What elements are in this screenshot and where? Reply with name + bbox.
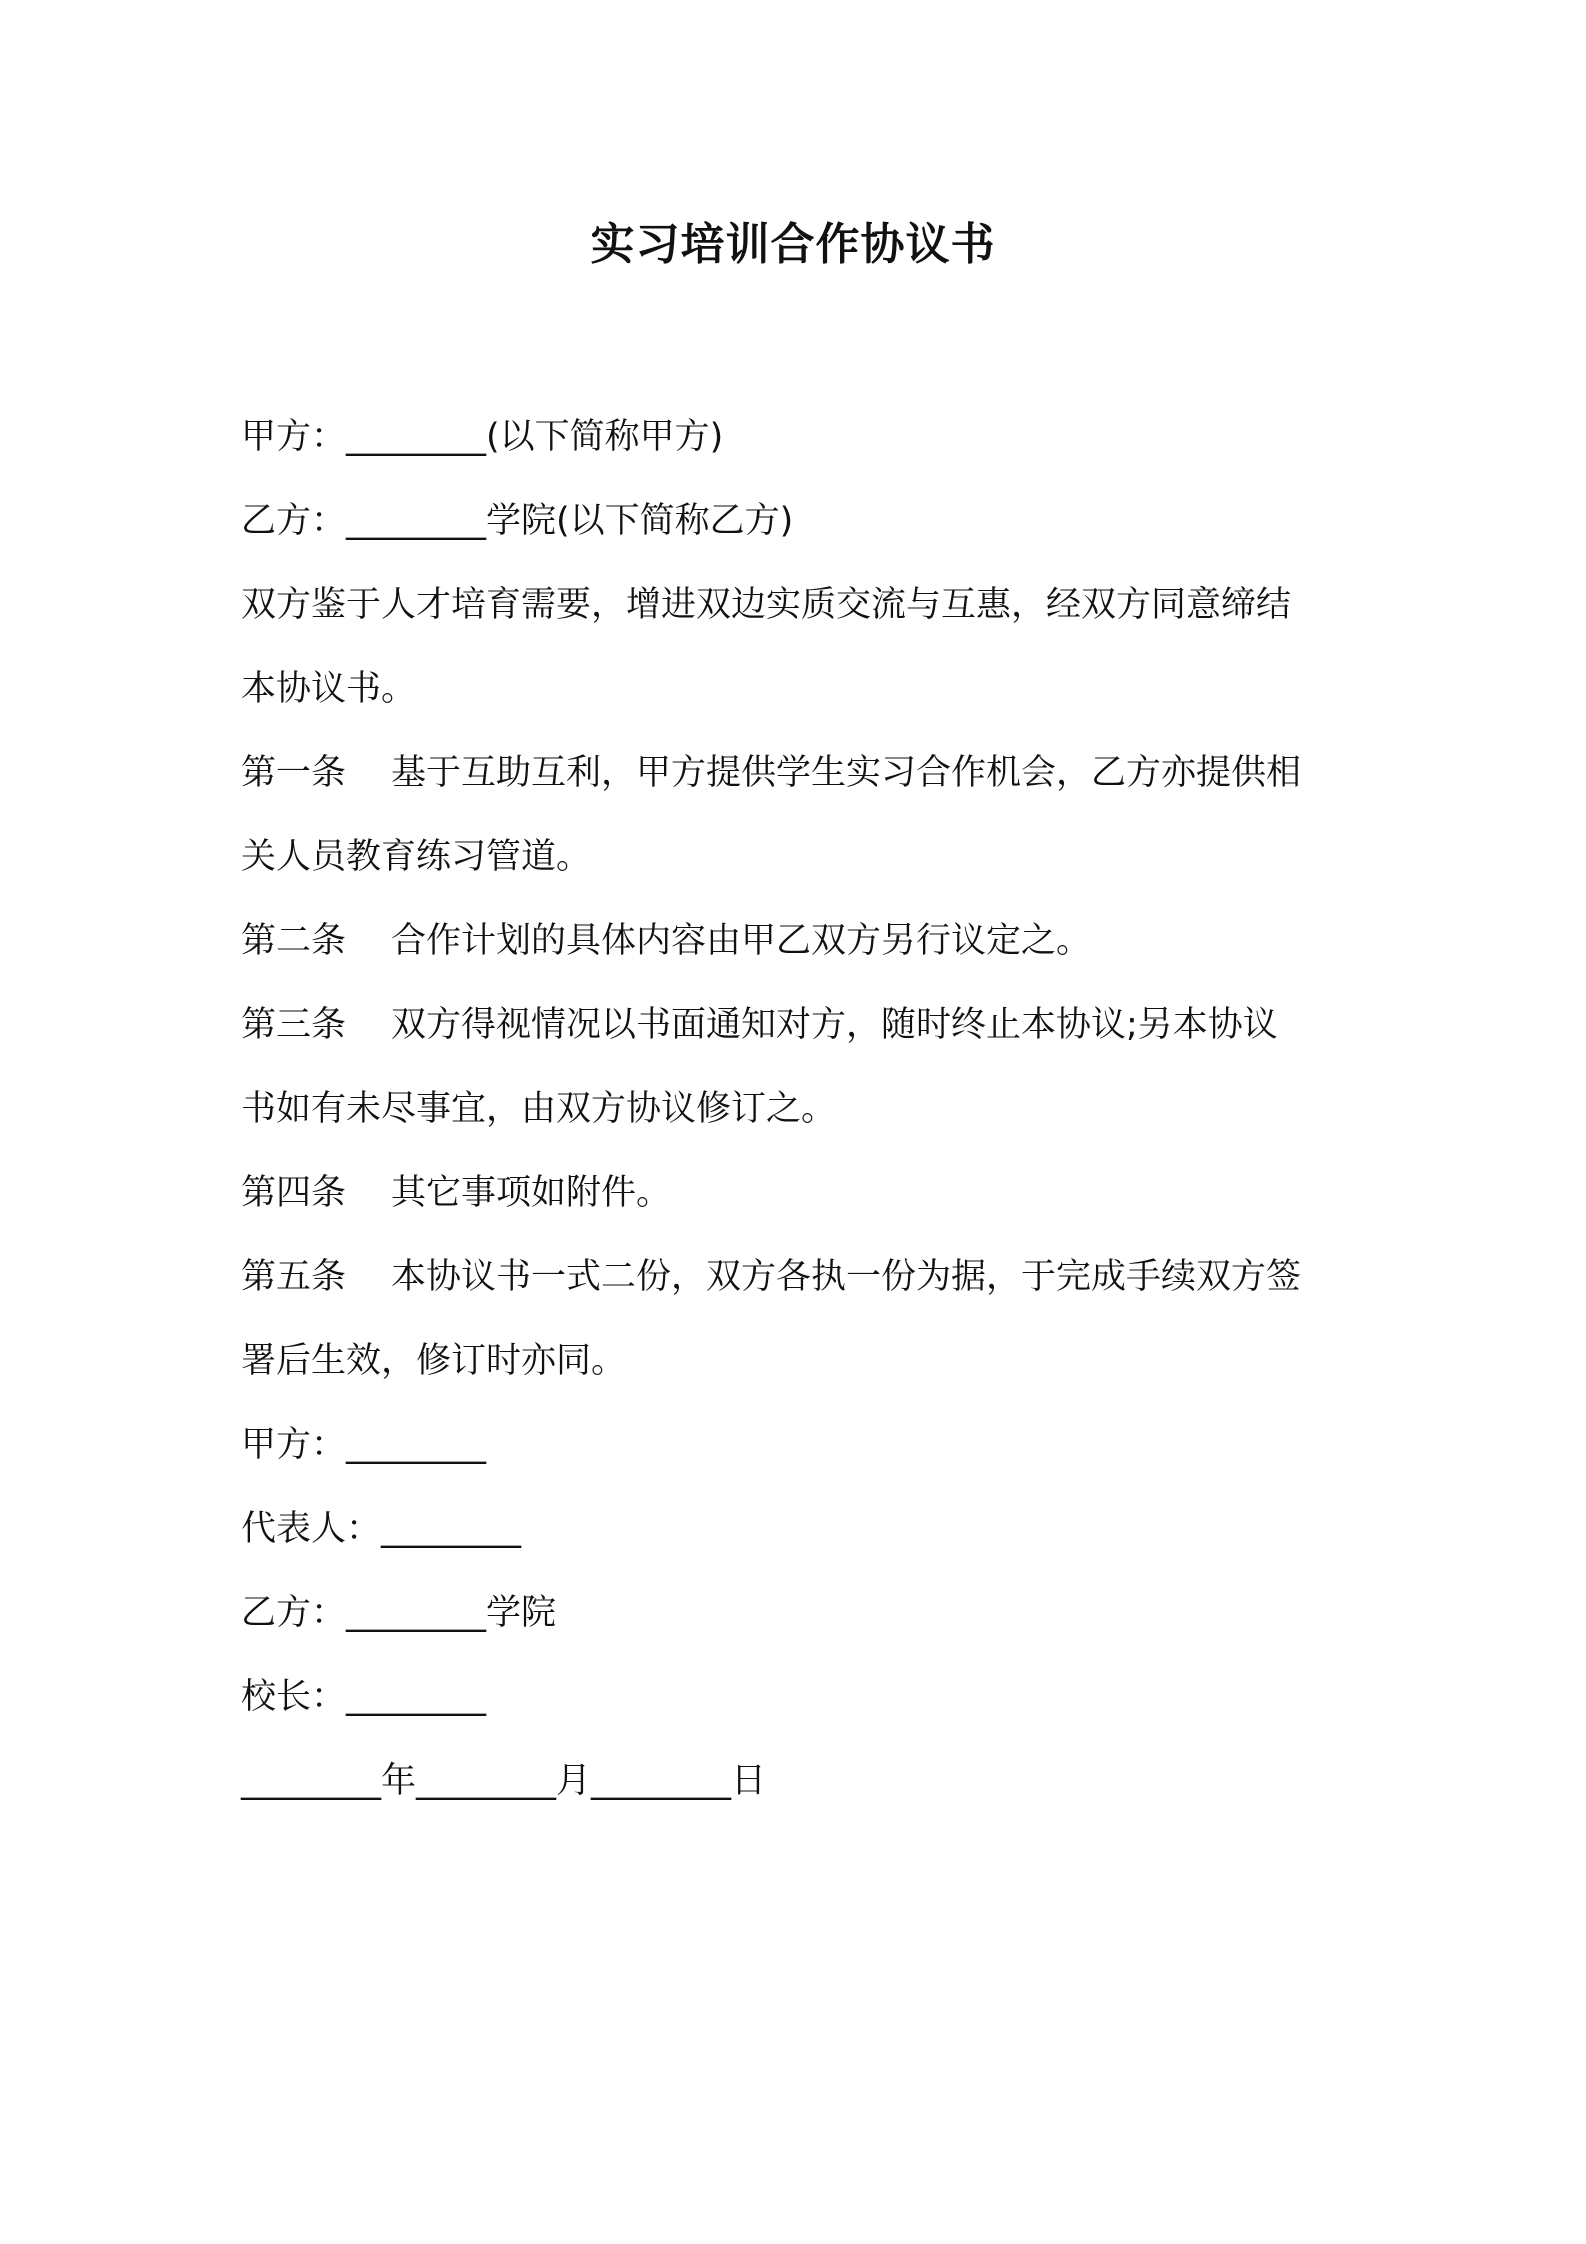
- article-label: 第二条: [241, 921, 347, 961]
- article-text: 其它事项如附件。: [391, 1173, 672, 1213]
- article-label: 第五条: [241, 1257, 347, 1297]
- article-label: 第四条: [241, 1173, 347, 1213]
- article-5: [241, 1247, 1371, 1331]
- line-text: 双方鉴于人才培育需要，增进双边实质交流与互惠，经双方同意缔结: [241, 585, 1292, 625]
- line-text: 乙方：________学院: [241, 1593, 557, 1633]
- signature-party-b: [241, 1583, 1371, 1667]
- document-title: 实习培训合作协议书: [590, 219, 996, 270]
- article-label: 第三条: [241, 1005, 347, 1045]
- line-text: 乙方：________学院(以下简称乙方): [241, 501, 794, 541]
- article-5-continued: [241, 1331, 1371, 1415]
- party-a-line: [241, 407, 1371, 491]
- article-text: 基于互助互利，甲方提供学生实习合作机会，乙方亦提供相: [391, 753, 1302, 793]
- line-text: 本协议书。: [241, 669, 417, 709]
- signature-principal: [241, 1667, 1371, 1751]
- line-text: 甲方：________(以下简称甲方): [241, 417, 724, 457]
- signature-party-a: [241, 1415, 1371, 1499]
- article-text: 合作计划的具体内容由甲乙双方另行议定之。: [391, 921, 1092, 961]
- line-text: 代表人：________: [241, 1509, 522, 1549]
- line-text: 校长：________: [241, 1677, 487, 1717]
- article-3: [241, 995, 1371, 1079]
- article-1-continued: [241, 827, 1371, 911]
- document-body: [241, 407, 1371, 1835]
- article-3-continued: [241, 1079, 1371, 1163]
- party-b-line: [241, 491, 1371, 575]
- article-label: 第一条: [241, 753, 347, 793]
- article-text: 本协议书一式二份，双方各执一份为据，于完成手续双方签: [391, 1257, 1302, 1297]
- preamble-line: [241, 659, 1371, 743]
- article-text: 双方得视情况以书面通知对方，随时终止本协议;另本协议: [391, 1005, 1278, 1045]
- article-1: [241, 743, 1371, 827]
- signature-representative: [241, 1499, 1371, 1583]
- line-text: 甲方：________: [241, 1425, 487, 1465]
- preamble-line: [241, 575, 1371, 659]
- article-2: [241, 911, 1371, 995]
- line-text: 关人员教育练习管道。: [241, 837, 592, 877]
- line-text: 署后生效，修订时亦同。: [241, 1341, 627, 1381]
- line-text: 书如有未尽事宜，由双方协议修订之。: [241, 1089, 837, 1129]
- line-text: ________年________月________日: [241, 1761, 767, 1801]
- article-4: [241, 1163, 1371, 1247]
- signature-date: [241, 1751, 1371, 1835]
